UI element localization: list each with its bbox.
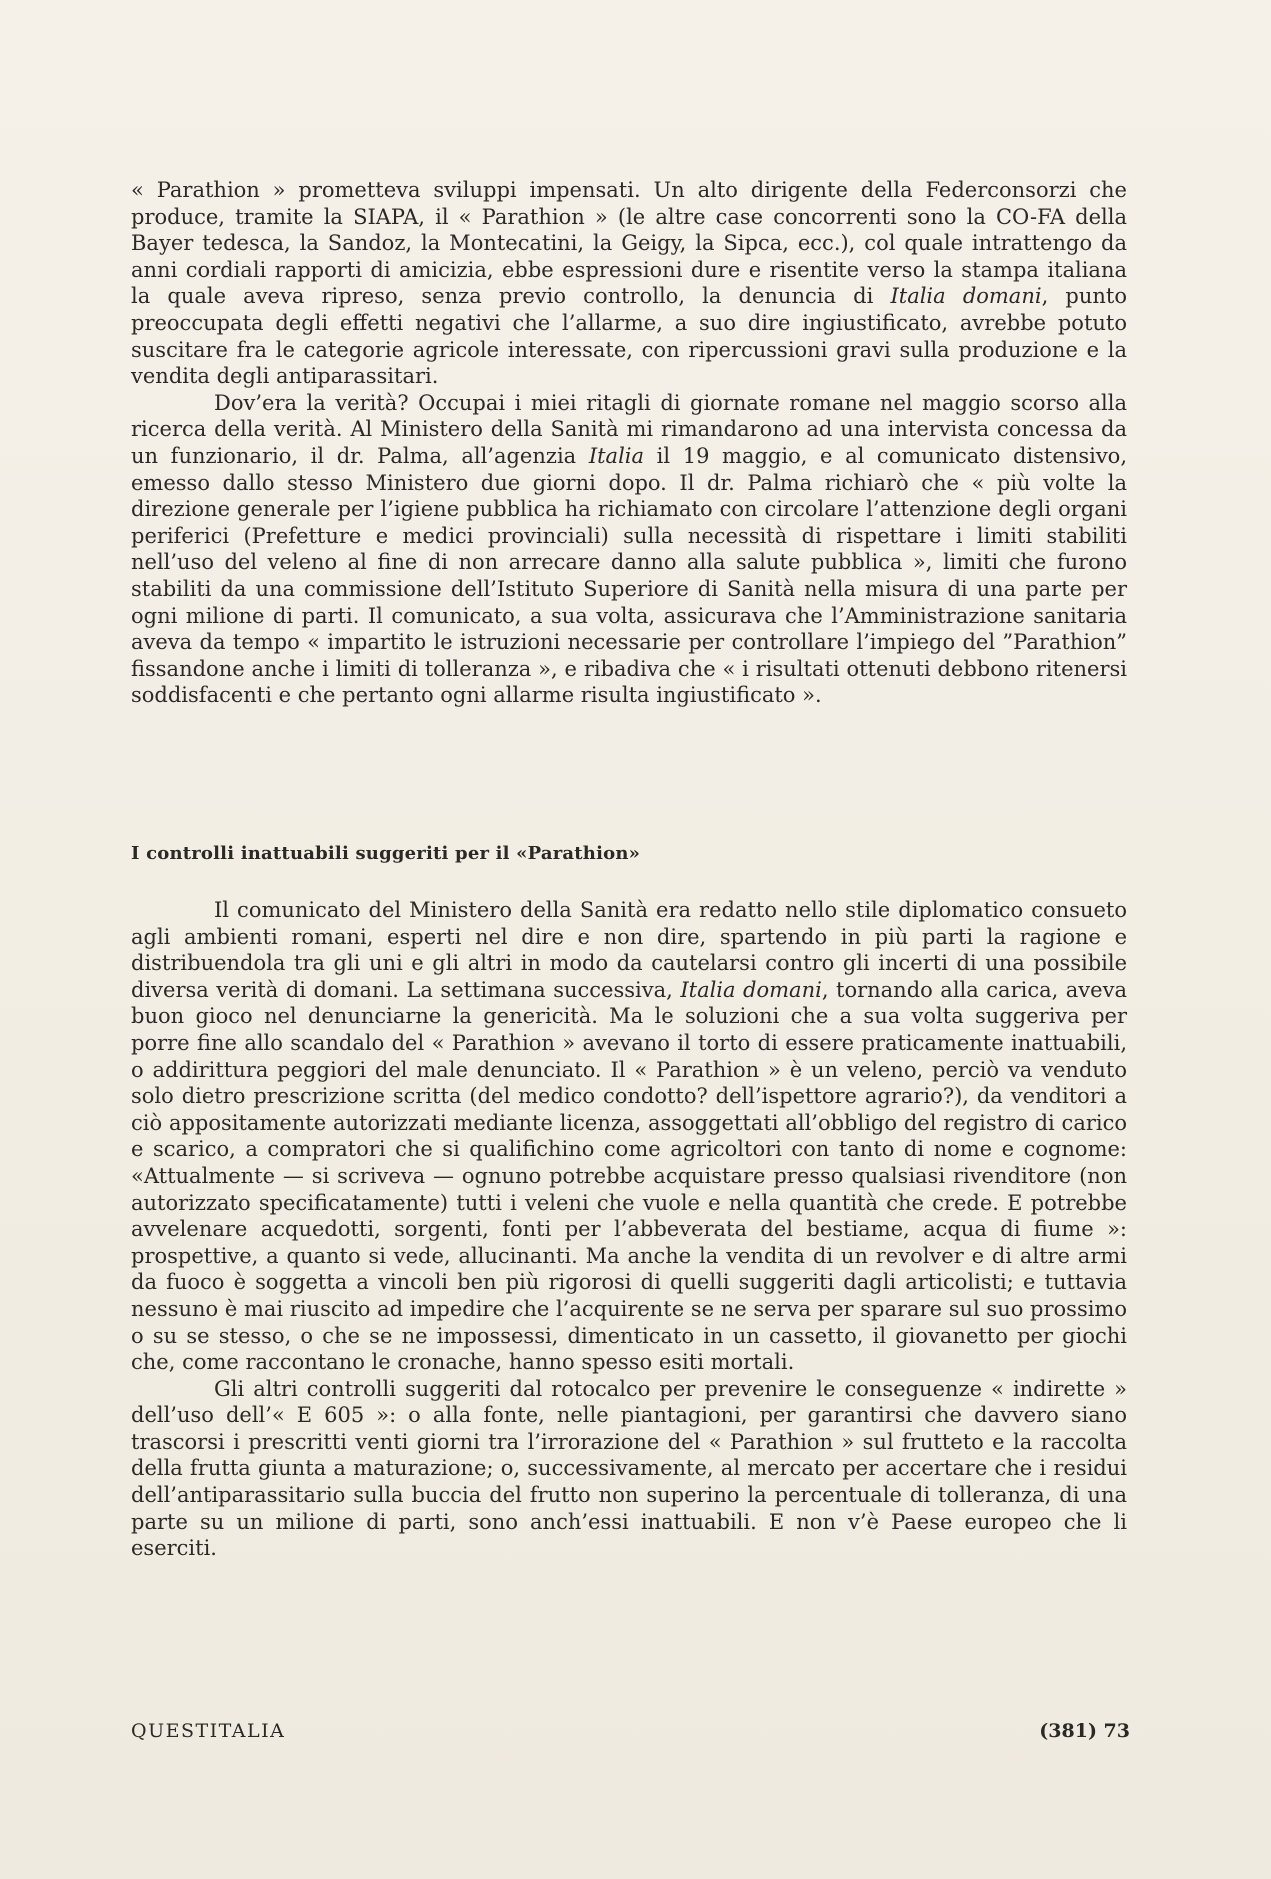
text-run-italic: Italia domani [890,284,1042,309]
text-run: Il comunicato del Ministero della Sanità era redatto nello stile diplomatico consueto agli ambienti romani, esperti nel dire e non dire, spartendo in più parti la ragione e distribuendola tra gli uni e gli altri in modo da cautelarsi contro gli incerti di una possibile diversa verità di domani. La settimana successiva, [131,898,1127,1002]
section-heading: I controlli inattuabili suggeriti per il «Parathion» [131,843,641,864]
paragraph [131,1376,1127,1562]
paragraph [131,177,1127,390]
paragraph [131,897,1127,1376]
text-run: Dov’era la verità? Occupai i miei ritagli di giornate romane nel maggio scorso alla ricerca della verità. Al Ministero della Sanità mi rimandarono ad una intervista concessa da un funzionario, il dr. Palma, all’agenzia [131,390,1127,468]
body-text-top [131,177,1127,709]
text-run-italic: Italia domani [680,977,822,1002]
text-run: « Parathion » prometteva sviluppi impensati. Un alto dirigente della Federconsorzi che produce, tramite la SIAPA, il « Parathion » (le altre case concorrenti sono la CO-FA della Bayer tedesca, la Sandoz, la Montecatini, la Geigy, la Sipca, ecc.), col quale intrattengo da anni cordiali rapporti di amicizia, ebbe espressioni dure e risentite verso la stampa italiana la quale aveva ripreso, senza previo controllo, la denuncia di [131,178,1127,309]
text-run-italic: Italia [588,443,645,468]
journal-name: QUESTITALIA [131,1720,286,1742]
body-text-bottom [131,897,1127,1562]
text-run: , punto preoccupata degli effetti negativi che l’allarme, a suo dire ingiustificato, avrebbe potuto suscitare fra le categorie agricole interessate, con ripercussioni gravi sulla produzione e la vendita degli antiparassitari. [131,284,1127,389]
page-number: (381) 73 [1039,1720,1130,1742]
text-run: il 19 maggio, e al comunicato distensivo, emesso dallo stesso Ministero due giorni dopo. Il dr. Palma richiarò che « più volte la direzione generale per l’igiene pubblica ha richiamato con circolare l’attenzione degli organi periferici (Prefetture e medici provinciali) sulla necessità di rispettare i limiti stabiliti nell’uso del veleno al fine di non arrecare danno alla salute pubblica », limiti che furono stabiliti da una commissione dell’Istituto Superiore di Sanità nella misura di una parte per ogni milione di parti. Il comunicato, a sua volta, assicurava che l’Amministrazione sanitaria aveva da tempo « impartito le istruzioni necessarie per controllare l’impiego del ”Parathion” fissandone anche i limiti di tolleranza », e ribadiva che « i risultati ottenuti debbono ritenersi soddisfacenti e che pertanto ogni allarme risulta ingiustificato ». [131,443,1128,708]
text-run: Gli altri controlli suggeriti dal rotocalco per prevenire le conseguenze « indirette » dell’uso dell’« E 605 »: o alla fonte, nelle piantagioni, per garantirsi che davvero siano trascorsi i prescritti venti giorni tra l’irrorazione del « Parathion » sul frutteto e la raccolta della frutta giunta a maturazione; o, successivamente, al mercato per accertare che i residui dell’antiparassitario sulla buccia del frutto non superino la percentuale di tolleranza, di una parte su un milione di parti, sono anch’essi inattuabili. E non v’è Paese europeo che li eserciti. [131,1376,1127,1561]
paragraph [131,390,1127,709]
text-run: , tornando alla carica, aveva buon gioco nel denunciarne la genericità. Ma le soluzioni che a sua volta suggeriva per porre fine allo scandalo del « Parathion » avevano il torto di essere praticamente inattuabili, o addirittura peggiori del male denunciato. Il « Parathion » è un veleno, perciò va venduto solo dietro prescrizione scritta (del medico condotto? dell’ispettore agrario?), da venditori a ciò appositamente autorizzati mediante licenza, assoggettati all’obbligo del registro di carico e scarico, a compratori che si qualifichino come agricoltori con tanto di nome e cognome: «Attualmente — si scriveva — ognuno potrebbe acquistare presso qualsiasi rivenditore (non autorizzato specificatamente) tutti i veleni che vuole e nella quantità che crede. E potrebbe avvelenare acquedotti, sorgenti, fonti per l’abbeverata del bestiame, acqua di fiume »: prospettive, a quanto si vede, allucinanti. Ma anche la vendita di un revolver e di altre armi da fuoco è soggetta a vincoli ben più rigorosi di quelli suggeriti dagli articolisti; e tuttavia nessuno è mai riuscito ad impedire che l’acquirente se ne serva per sparare sul suo prossimo o su se stesso, o che se ne impossessi, dimenticato in un cassetto, il giovanetto per giochi che, come raccontano le cronache, hanno spesso esiti mortali. [131,977,1127,1375]
